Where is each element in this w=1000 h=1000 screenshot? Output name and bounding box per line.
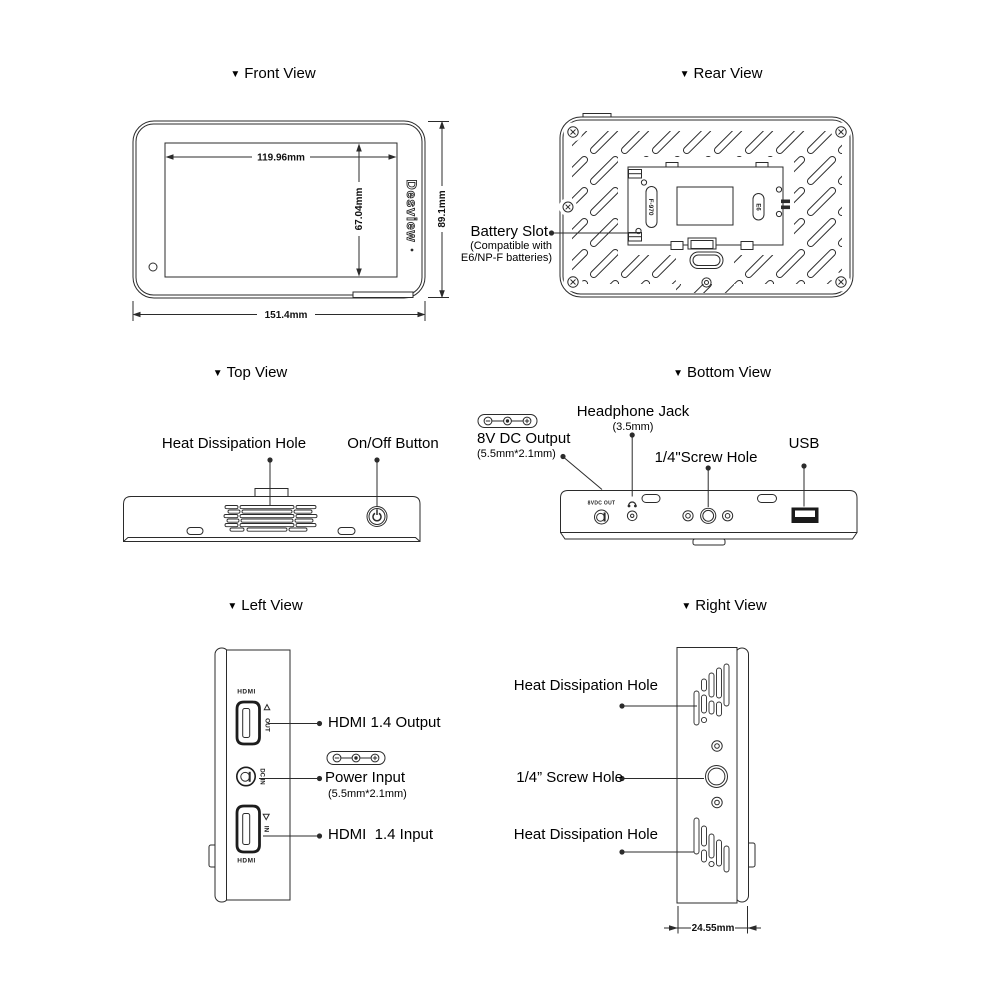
dc-polarity-icon xyxy=(478,415,537,428)
triangle-marker: ▼ xyxy=(681,601,692,612)
headphone-jack-label: Headphone Jack xyxy=(576,403,690,420)
right-view-title xyxy=(649,598,799,615)
right-heat-top-label: Heat Dissipation Hole xyxy=(513,677,658,694)
dc-output-sub: (5.5mm*2.1mm) xyxy=(477,448,556,460)
bottom-view-title-text: Bottom View xyxy=(686,364,771,381)
out-print: OUT xyxy=(263,718,271,732)
rear-view-drawing xyxy=(549,114,853,298)
battery-slot-label: Battery Slot xyxy=(470,223,548,240)
battery-contact xyxy=(781,200,790,204)
front-view-title xyxy=(198,66,348,83)
hdmi-input-label: HDMI 1.4 Input xyxy=(328,826,434,843)
svg-text:119.96mm: 119.96mm xyxy=(257,152,305,164)
front-view-title-text: Front View xyxy=(244,65,316,82)
dim-body-width xyxy=(133,301,426,321)
triangle-marker: ▼ xyxy=(212,368,223,379)
battery-slot xyxy=(628,163,790,250)
dc-output-label: 8V DC Output xyxy=(477,430,571,447)
right-view-title-text: Right View xyxy=(695,597,767,614)
dc-out-port-print: 8VDC OUT xyxy=(587,500,616,507)
dim-body-height xyxy=(428,121,449,298)
svg-text:24.55mm: 24.55mm xyxy=(691,923,735,934)
bottom-view-title xyxy=(647,365,797,382)
dc-polarity-icon xyxy=(327,752,385,765)
power-input-label: Power Input xyxy=(325,769,406,786)
left-view-title-text: Left View xyxy=(241,597,303,614)
dc-output-leader xyxy=(560,454,602,490)
usb-port xyxy=(792,508,819,524)
bottom-screw-hole-label: 1/4"Screw Hole xyxy=(654,449,758,466)
battery-contact xyxy=(781,206,790,210)
triangle-marker: ▼ xyxy=(679,69,690,80)
right-screw-hole-label: 1/4” Screw Hole xyxy=(516,769,623,786)
front-view-drawing xyxy=(133,121,450,321)
left-body-face xyxy=(227,650,291,900)
top-view-title xyxy=(175,365,325,382)
triangle-marker: ▼ xyxy=(227,601,238,612)
left-view-title xyxy=(190,598,340,615)
battery-model-e6-text: E6 xyxy=(754,203,761,211)
power-input-sub: (5.5mm*2.1mm) xyxy=(328,788,407,800)
battery-slot-sub1: (Compatible with xyxy=(470,240,552,252)
svg-text:89.1mm: 89.1mm xyxy=(437,190,448,228)
hdmi-output-label: HDMI 1.4 Output xyxy=(328,714,441,731)
headphone-jack-sub: (3.5mm) xyxy=(612,421,654,433)
right-heat-bottom-label: Heat Dissipation Hole xyxy=(513,826,658,843)
svg-text:67.04mm: 67.04mm xyxy=(354,187,365,231)
hdmi-output-port xyxy=(237,702,260,744)
battery-model-f970-text: F-970 xyxy=(647,198,655,216)
top-view-drawing xyxy=(124,457,421,541)
svg-text:151.4mm: 151.4mm xyxy=(264,310,308,321)
power-input-jack xyxy=(237,767,255,785)
hdmi-print-bottom: HDMI xyxy=(237,857,256,865)
dim-body-depth xyxy=(664,906,761,934)
rear-view-title-text: Rear View xyxy=(693,65,763,82)
rear-view-title xyxy=(646,66,796,83)
dcin-print: DC IN xyxy=(258,768,265,785)
onoff-button-label: On/Off Button xyxy=(347,435,439,452)
battery-slot-sub2: E6/NP-F batteries) xyxy=(460,252,552,264)
triangle-marker: ▼ xyxy=(673,368,683,379)
brand-logo: Desview xyxy=(404,179,420,243)
battery-release-button xyxy=(690,252,723,269)
in-print: IN xyxy=(262,825,270,833)
hdmi-input-port xyxy=(237,806,260,852)
battery-latch xyxy=(688,238,716,249)
top-view-title-text: Top View xyxy=(226,364,288,381)
hdmi-print-top: HDMI xyxy=(237,688,256,696)
top-tab xyxy=(255,489,288,497)
front-bottom-slot xyxy=(353,292,413,298)
front-indicator-led xyxy=(149,263,157,271)
bottom-tab xyxy=(693,539,725,545)
triangle-marker: ▼ xyxy=(230,69,241,80)
usb-label: USB xyxy=(788,435,820,452)
top-heat-label: Heat Dissipation Hole xyxy=(161,435,307,452)
